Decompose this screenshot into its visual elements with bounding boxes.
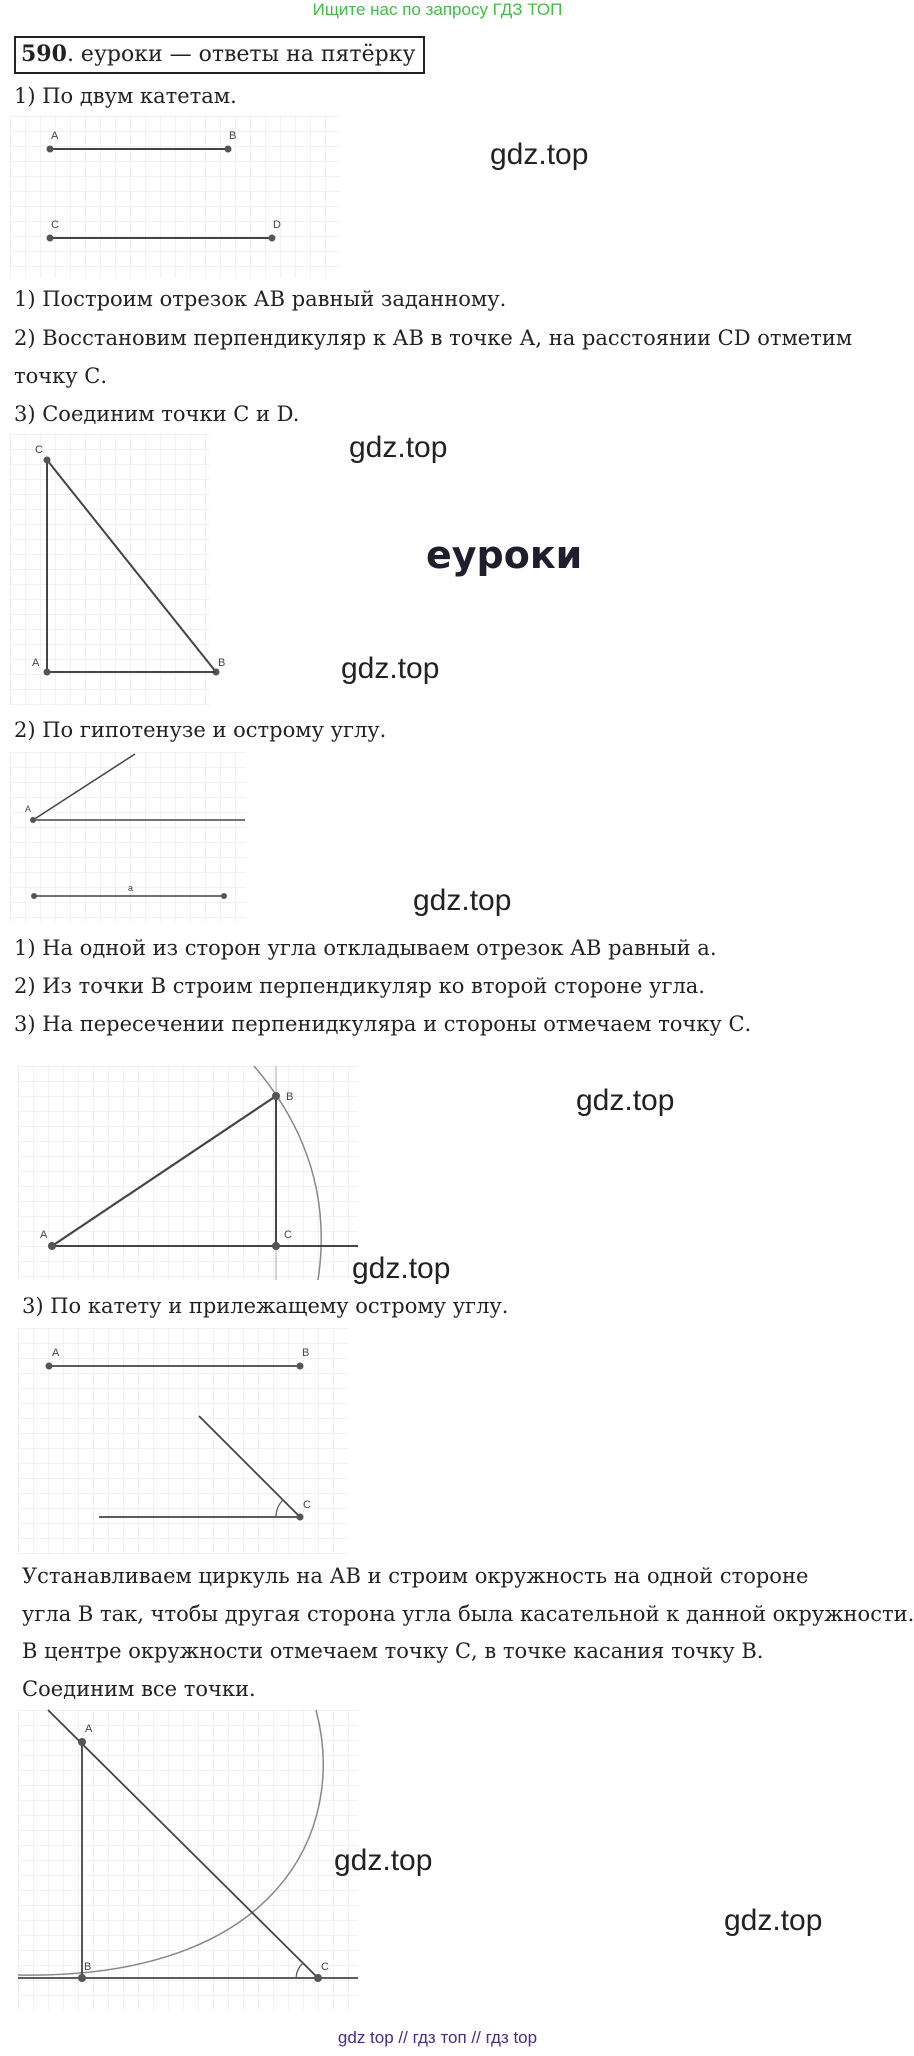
construction-text-4: Соединим все точки.	[22, 1677, 256, 1701]
label-b: B	[229, 130, 237, 142]
point-a	[46, 1363, 53, 1370]
top-banner: Ищите нас по запросу ГДЗ ТОП	[312, 0, 563, 19]
label-a: A	[85, 1723, 93, 1735]
label-d: D	[273, 219, 281, 231]
grid-background	[18, 1710, 358, 2010]
euroki-logo: еуроки	[426, 533, 583, 577]
grid-background	[10, 434, 210, 706]
construction-text-1: Устанавливаем циркуль на АВ и строим окружность на одной стороне	[22, 1564, 809, 1588]
step-3-text: 3) На пересечении перпенидкуляра и стороны отмечаем точку С.	[14, 1012, 752, 1036]
point-b	[225, 146, 232, 153]
construction-text-2: угла В так, чтобы другая сторона угла была касательной к данной окружности.	[22, 1602, 914, 1626]
watermark: gdz.top	[576, 1084, 675, 1117]
point-b	[297, 1363, 304, 1370]
point-c	[297, 1514, 304, 1521]
step-2-text: 2) Восстановим перпендикуляр к АВ в точке А, на расстоянии СD отметим	[14, 326, 853, 350]
point-a	[47, 146, 54, 153]
step-1-text: 1) На одной из сторон угла откладываем отрезок АВ равный а.	[14, 936, 717, 960]
watermark: gdz.top	[413, 884, 512, 917]
label-b: B	[286, 1091, 294, 1103]
figure-hypotenuse-construction	[18, 1066, 358, 1280]
figure-segments-ab-cd	[10, 116, 340, 278]
point-a	[30, 817, 36, 823]
label-a: A	[52, 1347, 60, 1359]
point-d	[269, 235, 276, 242]
task-title: . еуроки — ответы на пятёрку	[66, 42, 416, 67]
label-a: A	[51, 130, 59, 142]
label-c: C	[51, 219, 59, 231]
point-b	[272, 1092, 280, 1100]
section-2-title: 2) По гипотенузе и острому углу.	[14, 718, 387, 742]
watermark: gdz.top	[334, 1844, 433, 1877]
point-a	[78, 1738, 86, 1746]
section-3-title: 3) По катету и прилежащему острому углу.	[22, 1294, 509, 1318]
watermark: gdz.top	[341, 652, 440, 685]
grid-background	[10, 116, 340, 278]
figure-final-construction	[18, 1710, 358, 2010]
watermark: gdz.top	[490, 138, 589, 171]
step-1-text: 1) Построим отрезок АВ равный заданному.	[14, 287, 507, 311]
point-a	[44, 669, 51, 676]
point-c	[44, 457, 51, 464]
label-b: B	[218, 657, 226, 669]
task-number: 590	[21, 41, 67, 67]
label-a: A	[40, 1229, 48, 1241]
label-c: C	[303, 1499, 311, 1511]
point-c	[314, 1974, 322, 1982]
point-b	[78, 1974, 86, 1982]
label-b: B	[84, 1961, 92, 1973]
label-c: C	[321, 1961, 329, 1973]
construction-text-3: В центре окружности отмечаем точку С, в точке касания точку В.	[22, 1639, 764, 1663]
point-c	[47, 235, 54, 242]
figure-angle-and-segment	[10, 752, 246, 922]
label-c: C	[35, 444, 43, 456]
figure-leg-and-angle	[18, 1328, 348, 1554]
label-a: A	[25, 804, 32, 814]
label-segment-a: a	[128, 883, 134, 893]
label-a: A	[32, 657, 40, 669]
figure-right-triangle	[10, 434, 226, 706]
label-c: C	[284, 1229, 292, 1241]
section-1-title: 1) По двум катетам.	[14, 84, 237, 108]
point-a	[48, 1242, 56, 1250]
figure-right-triangle-edge	[210, 434, 222, 706]
task-header	[14, 36, 425, 74]
point-c	[272, 1242, 280, 1250]
step-3-text: 3) Соединим точки С и D.	[14, 402, 300, 426]
grid-background	[18, 1066, 358, 1280]
watermark: gdz.top	[724, 1904, 823, 1937]
watermark: gdz.top	[352, 1252, 451, 1285]
footer-links[interactable]: gdz top // гдз топ // гдз top	[337, 2028, 538, 2047]
label-b: B	[302, 1347, 310, 1359]
step-2-text-cont: точку С.	[14, 364, 108, 388]
watermark: gdz.top	[349, 431, 448, 464]
step-2-text: 2) Из точки В строим перпендикуляр ко второй стороне угла.	[14, 974, 705, 998]
